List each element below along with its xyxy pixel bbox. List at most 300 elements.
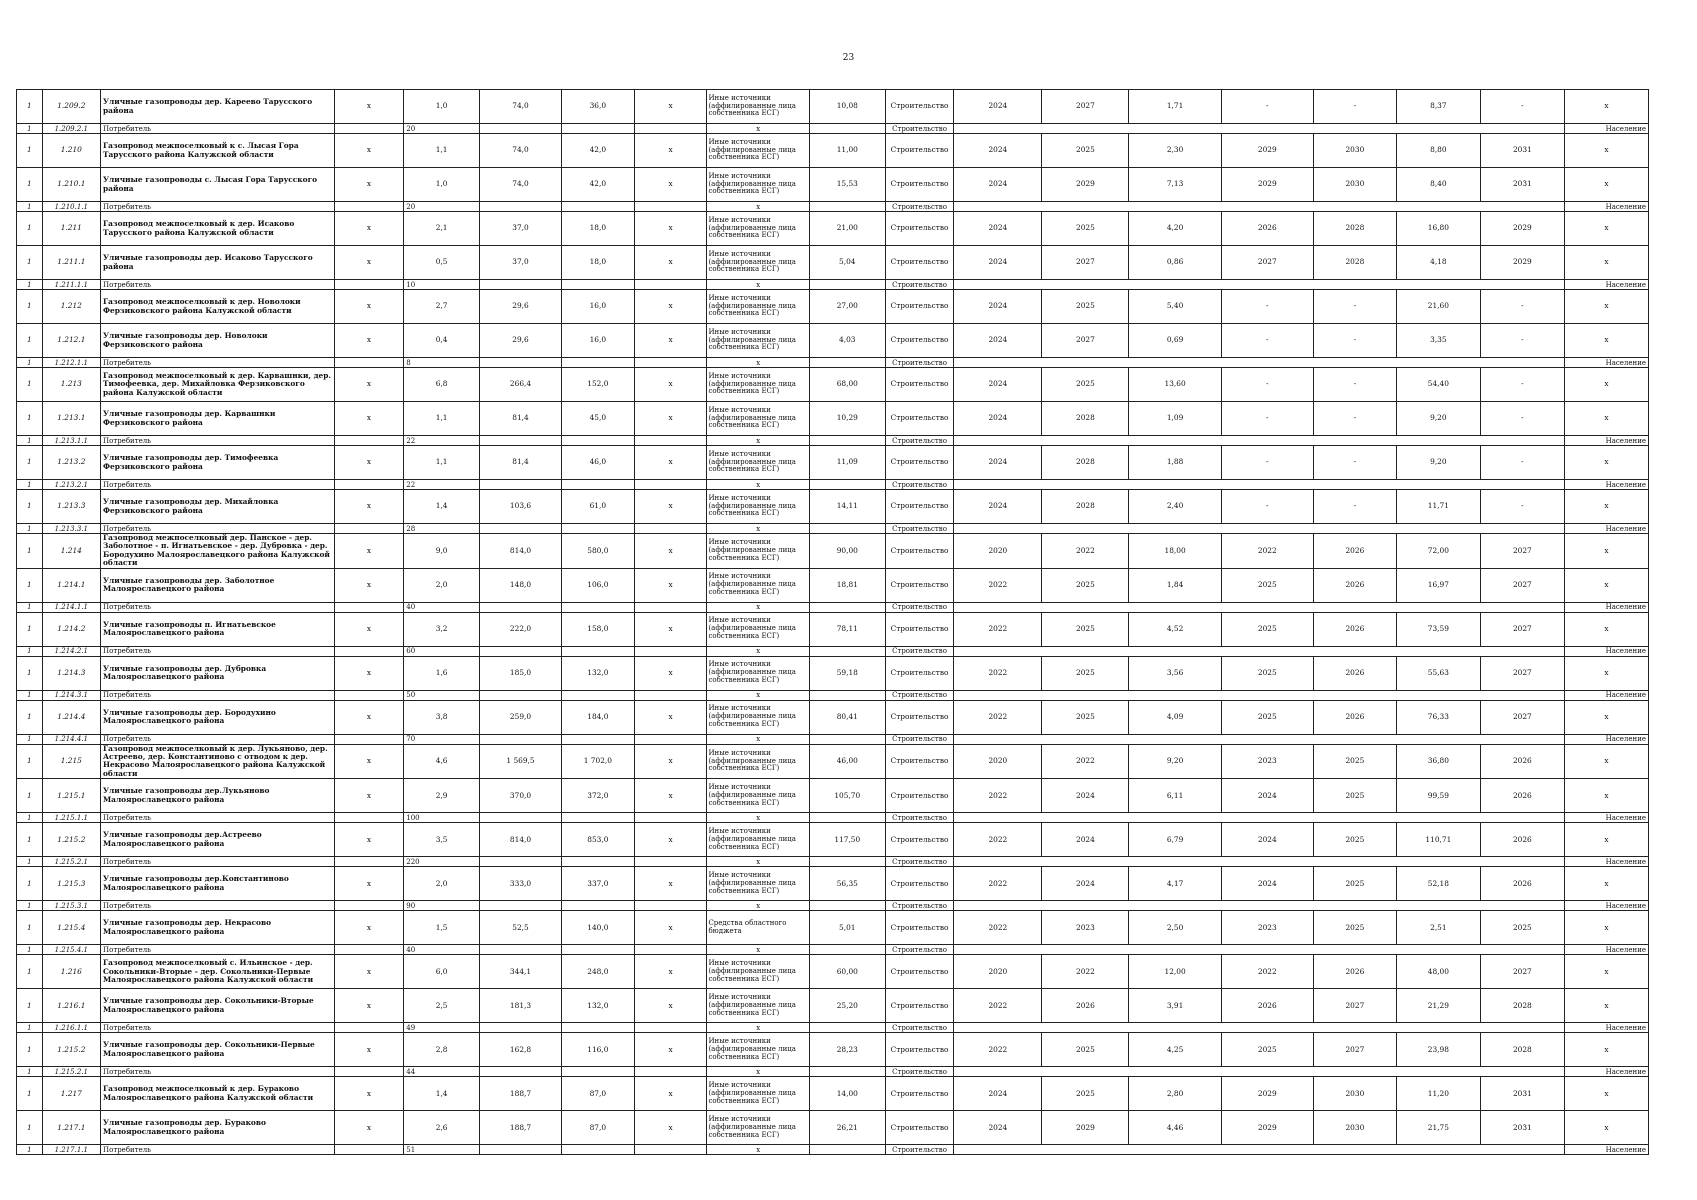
name-cell: Потребитель [101,690,335,700]
value-cell: х [634,989,707,1023]
work-type-cell: Строительство [885,436,954,446]
value-cell: 11,00 [809,134,885,168]
work-type-cell: Строительство [885,1111,954,1145]
consumer-row [17,480,1649,490]
level-cell: 1 [17,857,43,867]
year-cell: 2025 [1042,134,1129,168]
year-cell: - [1313,290,1396,324]
empty-cell [809,813,885,823]
consumer-count-cell: 100 [404,813,480,823]
value-cell: 4,20 [1129,212,1221,246]
year-cell: 2025 [1042,568,1129,602]
level-cell: 1 [17,368,43,402]
value-cell: 1,09 [1129,402,1221,436]
year-cell: - [1313,368,1396,402]
value-cell: 1,4 [404,1077,480,1111]
value-cell: 3,35 [1396,324,1480,358]
code-cell: 1.215.4 [42,911,100,945]
empty-cell [334,1067,404,1077]
year-cell: 2028 [1042,446,1129,480]
name-cell: Потребитель [101,734,335,744]
value-cell: 2,0 [404,568,480,602]
value-cell: 1,4 [404,490,480,524]
consumer-count-cell: 8 [404,358,480,368]
empty-cell [561,436,634,446]
empty-cell [334,1145,404,1155]
funding-source-cell: Иные источники (аффилированные лица собственника ЕСГ) [707,823,809,857]
year-cell: 2022 [954,700,1042,734]
year-cell: 2026 [1313,955,1396,989]
value-cell: 2,9 [404,779,480,813]
name-cell: Уличные газопроводы дер. Дубровка Малоярославецкого района [101,656,335,690]
value-cell: х [634,368,707,402]
code-cell: 1.217.1 [42,1111,100,1145]
value-cell: 37,0 [480,212,562,246]
consumer-group-cell: Население [1564,280,1648,290]
value-cell: 266,4 [480,368,562,402]
value-cell: 6,0 [404,955,480,989]
empty-cell [334,813,404,823]
table-row [17,656,1649,690]
name-cell: Газопровод межпоселковый к дер. Лукьяново, дер. Астреево, дер. Константиново с отводом к дер. Некрасово Малоярославецкого района Калужской области [101,744,335,779]
work-type-cell: Строительство [885,358,954,368]
work-type-cell: Строительство [885,246,954,280]
value-cell: 45,0 [561,402,634,436]
empty-cell [480,358,562,368]
table-row [17,246,1649,280]
funding-source-cell: Иные источники (аффилированные лица собственника ЕСГ) [707,656,809,690]
value-cell: х [634,212,707,246]
year-cell: 2023 [1042,911,1129,945]
value-cell: 148,0 [480,568,562,602]
empty-cell [954,358,1565,368]
empty-cell [809,602,885,612]
value-cell: х [1564,168,1648,202]
year-cell: - [1313,446,1396,480]
value-cell: 4,25 [1129,1033,1221,1067]
year-cell: 2027 [1221,246,1313,280]
value-cell: х [1564,779,1648,813]
year-cell: 2024 [954,324,1042,358]
value-cell: х [1564,911,1648,945]
consumer-count-cell: 40 [404,602,480,612]
work-type-cell: Строительство [885,612,954,646]
level-cell: 1 [17,490,43,524]
empty-cell [480,857,562,867]
value-cell: х [634,534,707,569]
value-cell: 1 702,0 [561,744,634,779]
table-row [17,867,1649,901]
work-type-cell: Строительство [885,945,954,955]
code-cell: 1.215.3.1 [42,901,100,911]
consumer-count-cell: 60 [404,646,480,656]
year-cell: 2020 [954,534,1042,569]
consumer-count-cell: 22 [404,436,480,446]
name-cell: Потребитель [101,480,335,490]
work-type-cell: Строительство [885,402,954,436]
value-cell: 188,7 [480,1077,562,1111]
year-cell: 2029 [1221,168,1313,202]
value-cell: 6,8 [404,368,480,402]
value-cell: 61,0 [561,490,634,524]
value-cell: х [1564,656,1648,690]
year-cell: 2027 [1042,324,1129,358]
level-cell: 1 [17,813,43,823]
level-cell: 1 [17,290,43,324]
value-cell: 28,23 [809,1033,885,1067]
consumer-group-cell: Население [1564,857,1648,867]
value-cell: 370,0 [480,779,562,813]
code-cell: 1.212.1 [42,324,100,358]
funding-source-cell: Иные источники (аффилированные лица собственника ЕСГ) [707,700,809,734]
year-cell: 2024 [954,490,1042,524]
empty-cell [480,690,562,700]
table-row [17,911,1649,945]
value-cell: 116,0 [561,1033,634,1067]
value-cell: 9,20 [1129,744,1221,779]
value-cell: 10,29 [809,402,885,436]
work-type-cell: Строительство [885,524,954,534]
empty-cell [954,436,1565,446]
consumer-group-cell: Население [1564,1023,1648,1033]
value-cell: 9,20 [1396,402,1480,436]
table-row [17,612,1649,646]
empty-cell [634,734,707,744]
empty-cell [561,1067,634,1077]
work-type-cell: Строительство [885,368,954,402]
consumer-count-cell: 28 [404,524,480,534]
value-cell: х [634,402,707,436]
level-cell: 1 [17,646,43,656]
table-row [17,324,1649,358]
value-cell: 4,18 [1396,246,1480,280]
year-cell: 2024 [954,246,1042,280]
value-cell: х [334,779,404,813]
value-cell: х [1564,324,1648,358]
funding-source-cell: Иные источники (аффилированные лица собственника ЕСГ) [707,246,809,280]
empty-cell [480,524,562,534]
year-cell: 2026 [1313,700,1396,734]
name-cell: Потребитель [101,1067,335,1077]
value-cell: 73,59 [1396,612,1480,646]
value-cell: 1,5 [404,911,480,945]
level-cell: 1 [17,168,43,202]
value-cell: 2,7 [404,290,480,324]
funding-source-cell: Иные источники (аффилированные лица собственника ЕСГ) [707,368,809,402]
consumer-group-cell: Население [1564,1145,1648,1155]
empty-cell [634,480,707,490]
value-cell: х [707,602,809,612]
value-cell: 1,88 [1129,446,1221,480]
empty-cell [809,436,885,446]
year-cell: 2027 [1480,568,1564,602]
value-cell: х [1564,744,1648,779]
code-cell: 1.215.2 [42,823,100,857]
value-cell: х [707,358,809,368]
empty-cell [561,1145,634,1155]
work-type-cell: Строительство [885,911,954,945]
work-type-cell: Строительство [885,1067,954,1077]
year-cell: 2022 [954,612,1042,646]
value-cell: 16,0 [561,324,634,358]
empty-cell [634,813,707,823]
value-cell: 3,2 [404,612,480,646]
empty-cell [954,646,1565,656]
value-cell: х [634,744,707,779]
year-cell: 2022 [1221,534,1313,569]
value-cell: х [634,446,707,480]
empty-cell [334,202,404,212]
value-cell: 18,00 [1129,534,1221,569]
level-cell: 1 [17,246,43,280]
funding-source-cell: Иные источники (аффилированные лица собственника ЕСГ) [707,1077,809,1111]
value-cell: х [634,1111,707,1145]
name-cell: Потребитель [101,436,335,446]
funding-source-cell: Иные источники (аффилированные лица собственника ЕСГ) [707,90,809,124]
value-cell: 72,00 [1396,534,1480,569]
empty-cell [954,690,1565,700]
value-cell: 2,30 [1129,134,1221,168]
consumer-count-cell: 50 [404,690,480,700]
name-cell: Газопровод межпоселковый к дер. Исаково Тарусского района Калужской области [101,212,335,246]
name-cell: Уличные газопроводы дер.Константиново Малоярославецкого района [101,867,335,901]
empty-cell [954,1145,1565,1155]
value-cell: 52,5 [480,911,562,945]
year-cell: 2025 [1221,612,1313,646]
year-cell: 2025 [1221,656,1313,690]
consumer-count-cell: 51 [404,1145,480,1155]
value-cell: х [634,134,707,168]
year-cell: 2026 [1313,534,1396,569]
empty-cell [480,1067,562,1077]
value-cell: 46,00 [809,744,885,779]
value-cell: 580,0 [561,534,634,569]
year-cell: 2031 [1480,1111,1564,1145]
empty-cell [634,857,707,867]
value-cell: 13,60 [1129,368,1221,402]
year-cell: 2030 [1313,168,1396,202]
value-cell: х [334,534,404,569]
value-cell: х [1564,612,1648,646]
name-cell: Потребитель [101,202,335,212]
code-cell: 1.212.1.1 [42,358,100,368]
work-type-cell: Строительство [885,1145,954,1155]
year-cell: 2022 [1042,534,1129,569]
value-cell: 110,71 [1396,823,1480,857]
empty-cell [809,646,885,656]
table-row [17,1077,1649,1111]
level-cell: 1 [17,989,43,1023]
empty-cell [334,901,404,911]
name-cell: Уличные газопроводы дер. Карвашнки Ферзиковского района [101,402,335,436]
name-cell: Уличные газопроводы дер. Тимофеевка Ферзиковского района [101,446,335,480]
value-cell: х [334,656,404,690]
work-type-cell: Строительство [885,744,954,779]
level-cell: 1 [17,324,43,358]
year-cell: 2027 [1042,246,1129,280]
year-cell: 2025 [1042,290,1129,324]
value-cell: 16,0 [561,290,634,324]
empty-cell [334,358,404,368]
code-cell: 1.214.3.1 [42,690,100,700]
value-cell: 29,6 [480,324,562,358]
value-cell: х [334,368,404,402]
page-number: 23 [842,53,855,63]
value-cell: х [634,246,707,280]
value-cell: 9,0 [404,534,480,569]
name-cell: Уличные газопроводы с. Лысая Гора Тарусского района [101,168,335,202]
year-cell: 2024 [1221,779,1313,813]
table-row [17,744,1649,779]
value-cell: 333,0 [480,867,562,901]
value-cell: 5,04 [809,246,885,280]
table-row [17,90,1649,124]
empty-cell [334,480,404,490]
year-cell: 2022 [954,1033,1042,1067]
year-cell: 2030 [1313,1111,1396,1145]
code-cell: 1.209.2 [42,90,100,124]
empty-cell [334,524,404,534]
value-cell: х [634,700,707,734]
empty-cell [954,945,1565,955]
level-cell: 1 [17,1033,43,1067]
work-type-cell: Строительство [885,857,954,867]
table-row [17,402,1649,436]
value-cell: х [1564,212,1648,246]
consumer-count-cell: 44 [404,1067,480,1077]
empty-cell [809,524,885,534]
table-row [17,446,1649,480]
empty-cell [809,358,885,368]
year-cell: 2025 [1313,779,1396,813]
value-cell: х [707,1023,809,1033]
name-cell: Потребитель [101,124,335,134]
empty-cell [954,857,1565,867]
year-cell: 2025 [1042,612,1129,646]
consumer-row [17,690,1649,700]
funding-source-cell: Иные источники (аффилированные лица собственника ЕСГ) [707,867,809,901]
value-cell: 21,00 [809,212,885,246]
value-cell: х [334,744,404,779]
code-cell: 1.214.4.1 [42,734,100,744]
year-cell: 2025 [1313,823,1396,857]
work-type-cell: Строительство [885,867,954,901]
value-cell: 74,0 [480,90,562,124]
value-cell: 4,09 [1129,700,1221,734]
code-cell: 1.213.1.1 [42,436,100,446]
name-cell: Потребитель [101,602,335,612]
value-cell: х [334,989,404,1023]
value-cell: х [707,124,809,134]
level-cell: 1 [17,1077,43,1111]
value-cell: 1,84 [1129,568,1221,602]
empty-cell [561,734,634,744]
name-cell: Газопровод межпоселковый к дер. Бураково Малоярославецкого района Калужской области [101,1077,335,1111]
table-row [17,168,1649,202]
empty-cell [954,280,1565,290]
level-cell: 1 [17,867,43,901]
value-cell: 21,60 [1396,290,1480,324]
value-cell: 184,0 [561,700,634,734]
value-cell: х [707,280,809,290]
year-cell: - [1221,90,1313,124]
work-type-cell: Строительство [885,690,954,700]
empty-cell [561,1023,634,1033]
value-cell: х [334,911,404,945]
value-cell: х [1564,368,1648,402]
level-cell: 1 [17,1111,43,1145]
empty-cell [634,436,707,446]
value-cell: х [1564,90,1648,124]
year-cell: - [1313,490,1396,524]
empty-cell [561,857,634,867]
funding-source-cell: Иные источники (аффилированные лица собственника ЕСГ) [707,779,809,813]
year-cell: 2025 [1042,1033,1129,1067]
consumer-group-cell: Население [1564,1067,1648,1077]
value-cell: 105,70 [809,779,885,813]
year-cell: 2025 [1221,568,1313,602]
year-cell: 2022 [954,911,1042,945]
funding-source-cell: Иные источники (аффилированные лица собственника ЕСГ) [707,1033,809,1067]
value-cell: х [634,290,707,324]
year-cell: 2024 [954,290,1042,324]
value-cell: 106,0 [561,568,634,602]
year-cell: 2025 [1480,911,1564,945]
funding-source-cell: Иные источники (аффилированные лица собственника ЕСГ) [707,490,809,524]
name-cell: Потребитель [101,524,335,534]
value-cell: х [1564,534,1648,569]
year-cell: 2028 [1042,402,1129,436]
empty-cell [809,124,885,134]
value-cell: х [634,823,707,857]
value-cell: х [634,911,707,945]
year-cell: 2030 [1313,134,1396,168]
empty-cell [809,857,885,867]
value-cell: х [1564,867,1648,901]
empty-cell [561,945,634,955]
work-type-cell: Строительство [885,280,954,290]
value-cell: х [334,955,404,989]
empty-cell [480,813,562,823]
year-cell: 2022 [954,823,1042,857]
code-cell: 1.209.2.1 [42,124,100,134]
work-type-cell: Строительство [885,1023,954,1033]
code-cell: 1.214.1.1 [42,602,100,612]
code-cell: 1.210.1.1 [42,202,100,212]
value-cell: х [334,212,404,246]
year-cell: 2028 [1313,246,1396,280]
year-cell: - [1480,90,1564,124]
code-cell: 1.213.3 [42,490,100,524]
funding-source-cell: Иные источники (аффилированные лица собственника ЕСГ) [707,1111,809,1145]
empty-cell [334,124,404,134]
year-cell: - [1480,368,1564,402]
year-cell: 2029 [1221,134,1313,168]
value-cell: 87,0 [561,1077,634,1111]
year-cell: 2022 [954,568,1042,602]
funding-source-cell: Иные источники (аффилированные лица собственника ЕСГ) [707,955,809,989]
empty-cell [561,602,634,612]
empty-cell [561,901,634,911]
empty-cell [809,280,885,290]
empty-cell [561,202,634,212]
level-cell: 1 [17,124,43,134]
value-cell: 2,50 [1129,911,1221,945]
work-type-cell: Строительство [885,1077,954,1111]
code-cell: 1.210 [42,134,100,168]
empty-cell [334,690,404,700]
empty-cell [954,524,1565,534]
